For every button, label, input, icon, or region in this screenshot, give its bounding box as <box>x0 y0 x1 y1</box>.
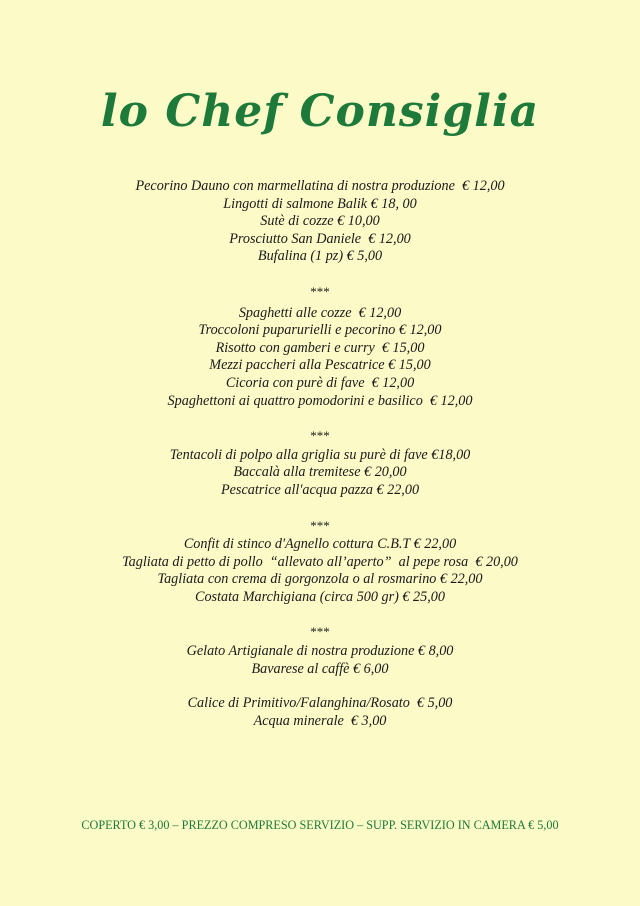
menu-section-primi <box>0 305 640 411</box>
menu-item: Risotto con gamberi e curry € 15,00 <box>215 339 425 356</box>
section-separator: *** <box>310 517 330 533</box>
menu-item: Baccalà alla tremitese € 20,00 <box>233 464 407 481</box>
menu-item: Confit di stinco d'Agnello cottura C.B.T € 22,00 <box>183 536 457 553</box>
menu-item: Mezzi paccheri alla Pescatrice € 15,00 <box>209 357 431 374</box>
menu-section-dolci <box>0 643 640 678</box>
menu-list <box>0 178 640 730</box>
menu-item: Costata Marchigiana (circa 500 gr) € 25,00 <box>195 588 445 605</box>
menu-item: Tagliata con crema di gorgonzola o al rosmarino € 22,00 <box>157 571 483 588</box>
menu-item: Tagliata di petto di pollo “allevato all’aperto” al pepe rosa € 20,00 <box>122 553 518 570</box>
menu-item: Pescatrice all'acqua pazza € 22,00 <box>220 481 420 498</box>
menu-item: Bavarese al caffè € 6,00 <box>251 660 389 677</box>
menu-item: Cicoria con purè di fave € 12,00 <box>225 374 415 391</box>
menu-item: Spaghetti alle cozze € 12,00 <box>238 304 402 321</box>
menu-section-secondi-carne <box>0 536 640 606</box>
menu-item: Prosciutto San Daniele € 12,00 <box>229 230 411 247</box>
menu-item: Calice di Primitivo/Falanghina/Rosato € 5,00 <box>187 695 453 712</box>
menu-title: lo Chef Consiglia <box>100 86 540 137</box>
menu-item: Tentacoli di polpo alla griglia su purè di fave €18,00 <box>169 446 471 463</box>
menu-item: Sutè di cozze € 10,00 <box>260 213 380 230</box>
section-separator: *** <box>310 428 330 444</box>
menu-item: Acqua minerale € 3,00 <box>253 712 387 729</box>
section-separator: *** <box>310 624 330 640</box>
menu-item: Pecorino Dauno con marmellatina di nostra produzione € 12,00 <box>135 178 505 194</box>
cover-charge-note: COPERTO € 3,00 – PREZZO COMPRESO SERVIZIO – SUPP. SERVIZIO IN CAMERA € 5,00 <box>81 818 559 832</box>
menu-item: Troccoloni puparurielli e pecorino € 12,00 <box>198 322 442 339</box>
menu-section-secondi-pesce <box>0 447 640 500</box>
menu-item: Gelato Artigianale di nostra produzione € 8,00 <box>186 643 454 660</box>
menu-item: Lingotti di salmone Balik € 18, 00 <box>223 195 417 212</box>
section-separator: *** <box>310 283 330 299</box>
menu-item: Bufalina (1 pz) € 5,00 <box>257 248 383 265</box>
menu-section-bevande <box>0 695 640 730</box>
menu-section-antipasti <box>0 178 640 266</box>
menu-item: Spaghettoni ai quattro pomodorini e basilico € 12,00 <box>167 392 473 409</box>
